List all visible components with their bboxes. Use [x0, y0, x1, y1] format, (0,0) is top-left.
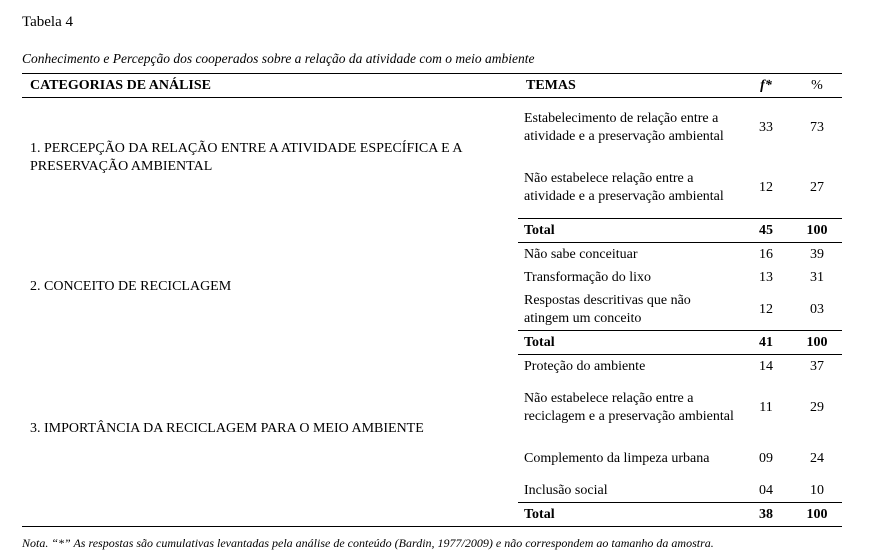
category-cell: 3. IMPORTÂNCIA DA RECICLAGEM PARA O MEIO AMBIENTE	[30, 420, 424, 436]
percent-cell: 24	[810, 450, 824, 466]
total-percent: 100	[792, 219, 842, 243]
theme-cell: Não estabelece relação entre a atividade e a preservação ambiental	[524, 171, 724, 204]
theme-cell: Respostas descritivas que não atingem um conceito	[524, 292, 691, 326]
header-percent: %	[792, 74, 842, 98]
table-row	[22, 243, 842, 267]
table-caption: Conhecimento e Percepção dos cooperados sobre a relação da atividade com o meio ambiente	[22, 51, 535, 66]
frequency-cell: 13	[759, 269, 773, 285]
frequency-cell: 09	[759, 450, 773, 466]
theme-cell: Não sabe conceituar	[524, 246, 638, 262]
theme-cell: Complemento da limpeza urbana	[524, 450, 710, 466]
theme-cell: Estabelecimento de relação entre a atividade e a preservação ambiental	[524, 111, 724, 144]
header-frequency: f*	[740, 74, 792, 98]
frequency-cell: 12	[759, 301, 773, 317]
total-label: Total	[518, 331, 740, 355]
category-cell: 1. PERCEPÇÃO DA RELAÇÃO ENTRE A ATIVIDADE ESPECÍFICA E A PRESERVAÇÃO AMBIENTAL	[30, 141, 462, 175]
category-cell: 2. CONCEITO DE RECICLAGEM	[30, 278, 232, 294]
table-row	[22, 98, 842, 159]
table-note: Nota. “*” As respostas são cumulativas levantadas pela análise de conteúdo (Bardin, 1977/2009) e não correspondem ao tamanho da amostra.	[22, 536, 714, 550]
total-percent: 100	[792, 503, 842, 527]
theme-cell: Transformação do lixo	[524, 269, 652, 285]
percent-cell: 39	[810, 246, 824, 262]
header-theme: TEMAS	[518, 74, 740, 98]
total-row	[22, 219, 842, 243]
frequency-cell: 14	[759, 358, 773, 374]
table-label: Tabela 4	[22, 14, 74, 30]
header-row	[22, 74, 842, 98]
percent-cell: 03	[810, 301, 824, 317]
percent-cell: 29	[810, 400, 824, 415]
percent-cell: 27	[810, 180, 824, 195]
total-label: Total	[518, 503, 740, 527]
data-table	[22, 73, 842, 527]
percent-cell: 73	[810, 120, 824, 135]
total-frequency: 41	[740, 331, 792, 355]
theme-cell: Proteção do ambiente	[524, 358, 646, 374]
percent-cell: 37	[810, 358, 824, 374]
header-category: CATEGORIAS DE ANÁLISE	[22, 74, 518, 98]
total-row	[22, 331, 842, 355]
total-percent: 100	[792, 331, 842, 355]
frequency-cell: 04	[759, 482, 773, 498]
frequency-cell: 12	[759, 180, 773, 195]
theme-cell: Não estabelece relação entre a reciclagem e a preservação ambiental	[524, 391, 734, 424]
total-label: Total	[518, 219, 740, 243]
table-row	[22, 355, 842, 379]
total-row	[22, 503, 842, 527]
total-frequency: 45	[740, 219, 792, 243]
theme-cell: Inclusão social	[524, 482, 608, 498]
total-frequency: 38	[740, 503, 792, 527]
percent-cell: 10	[810, 482, 824, 498]
frequency-cell: 16	[759, 246, 773, 262]
frequency-cell: 11	[759, 400, 773, 415]
frequency-cell: 33	[759, 120, 773, 135]
percent-cell: 31	[810, 269, 824, 285]
